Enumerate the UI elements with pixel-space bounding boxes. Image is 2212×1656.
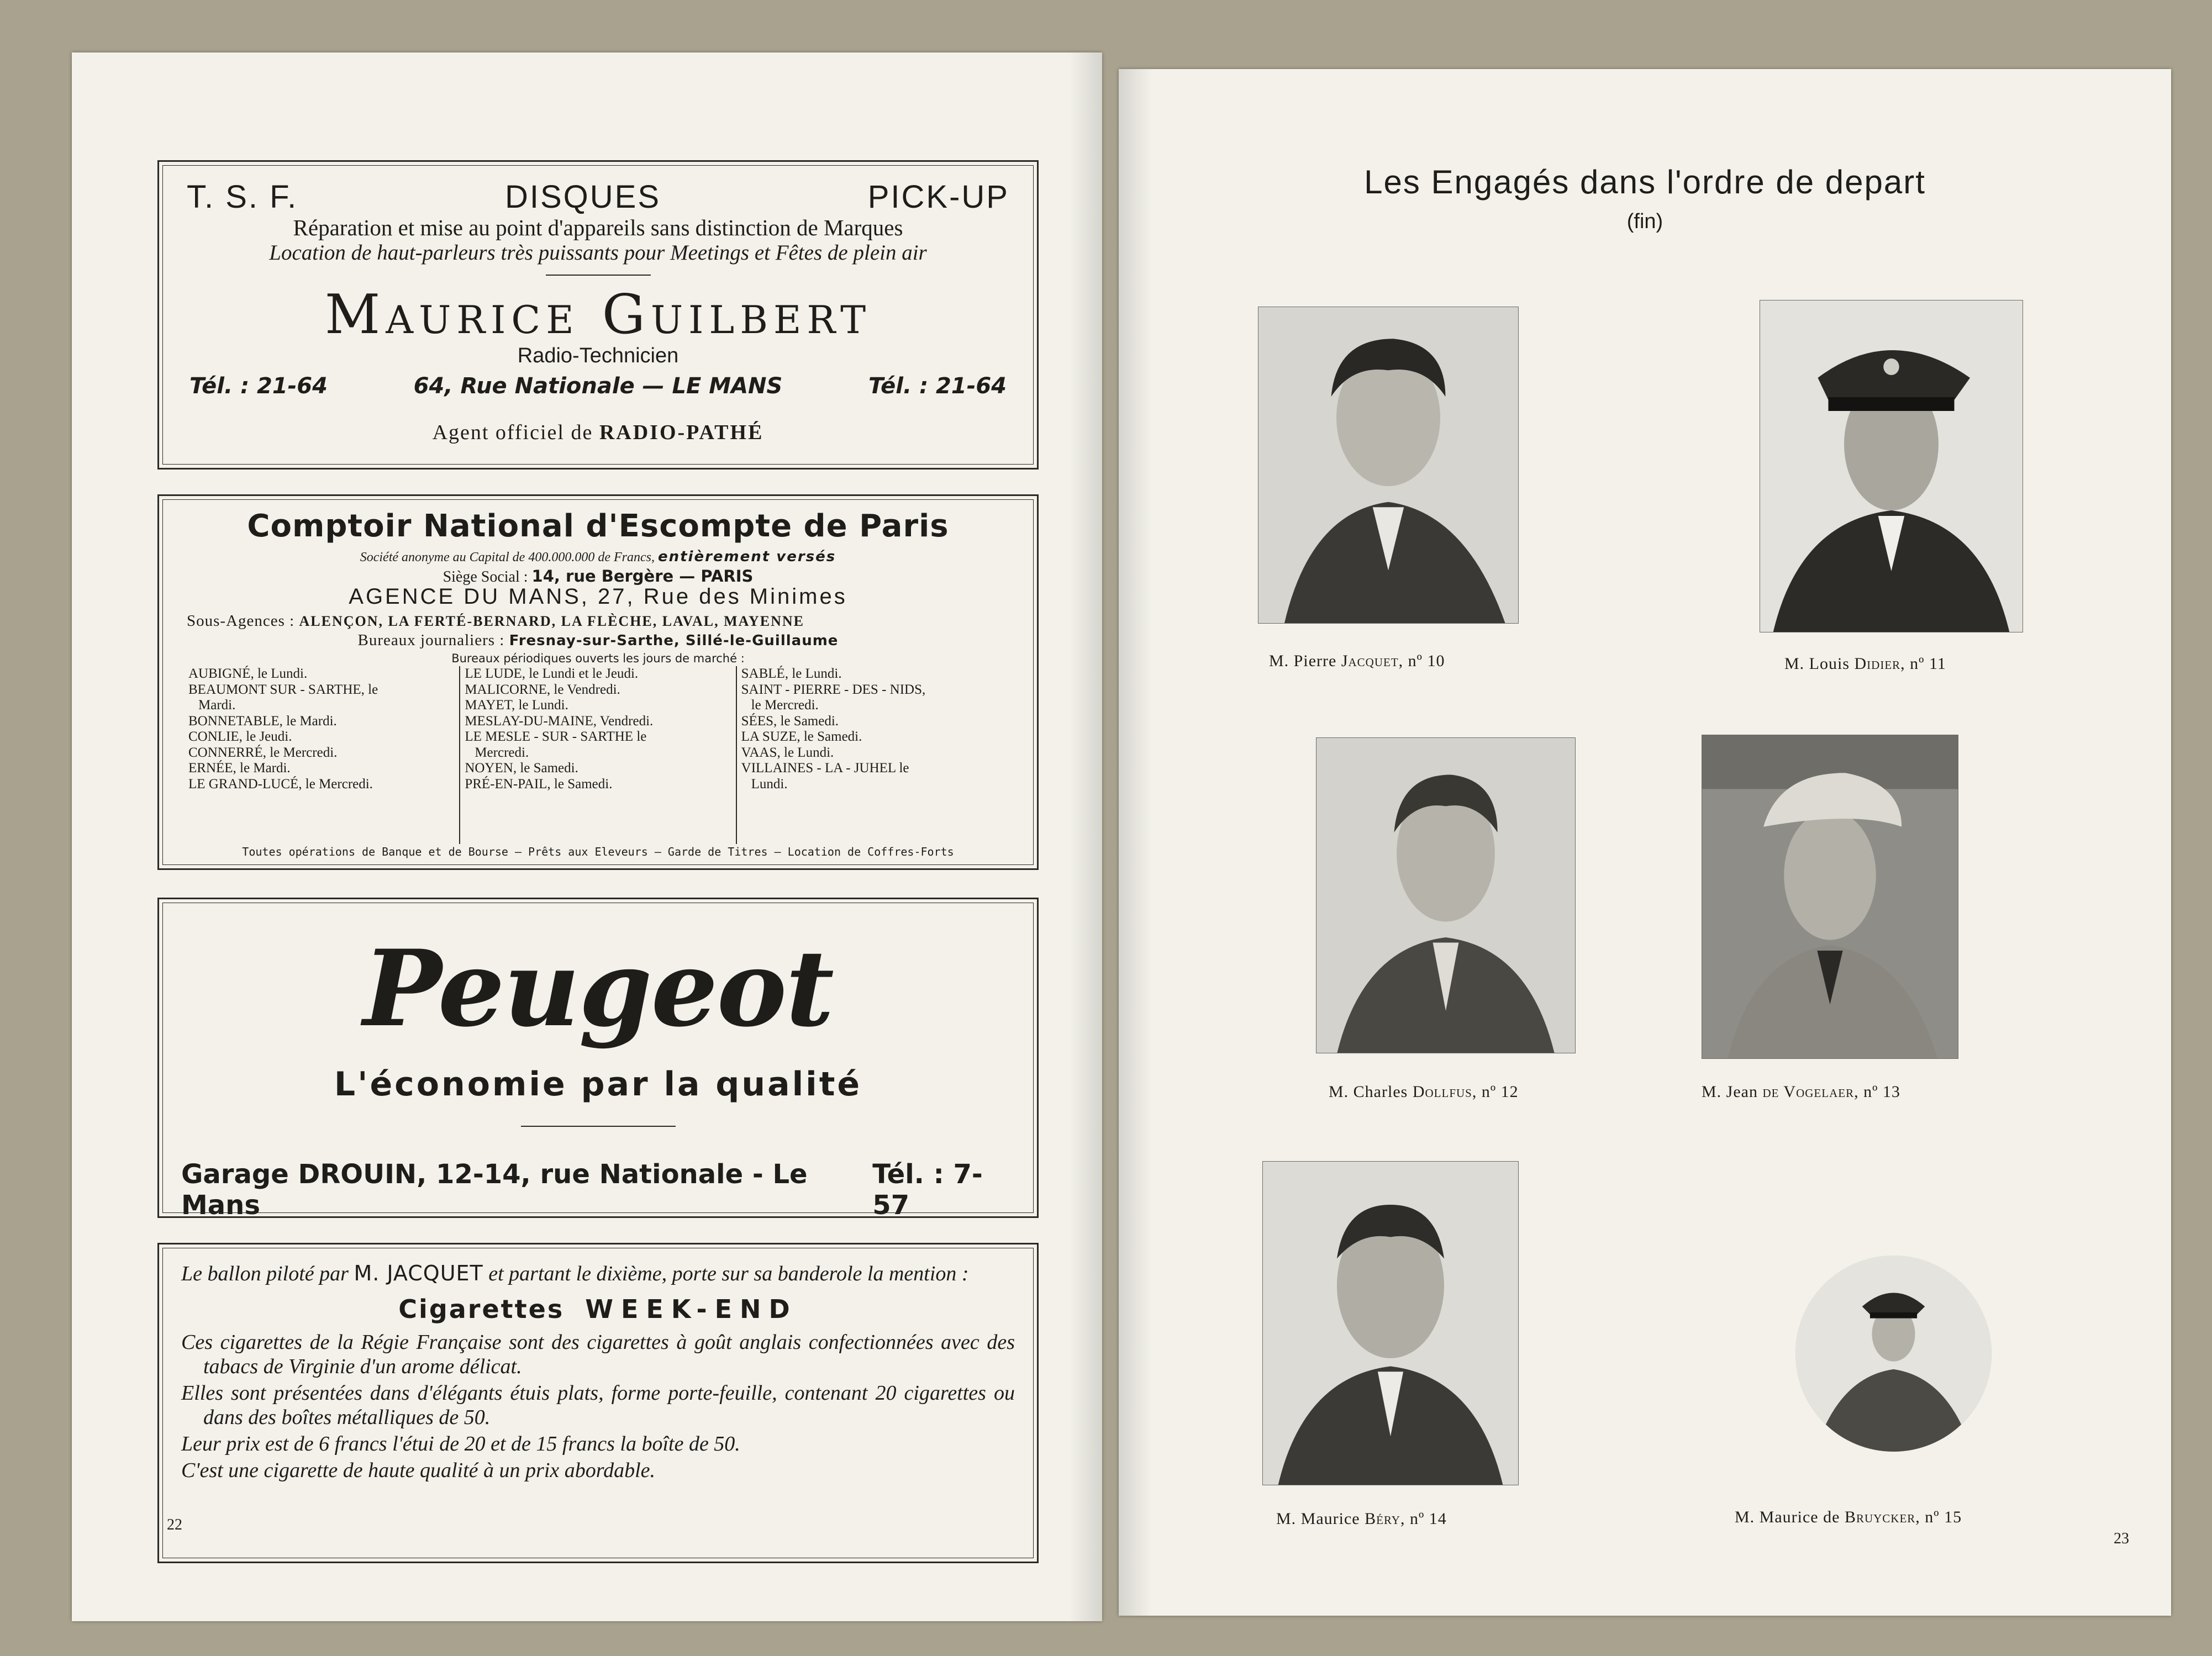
portrait-photo — [1258, 307, 1519, 624]
caption-surname: Dollfus — [1412, 1083, 1472, 1101]
list-item: CONNERRÉ, le Mercredi. — [188, 745, 338, 760]
list-item: BEAUMONT SUR - SARTHE, le — [188, 682, 378, 697]
caption-number: nº 11 — [1910, 655, 1946, 673]
list-item: VAAS, le Lundi. — [741, 745, 834, 760]
market-column-2 — [459, 666, 735, 844]
list-item: VILLAINES - LA - JUHEL le — [741, 761, 909, 776]
paragraph-quality: C'est une cigarette de haute qualité à un prix abordable. — [181, 1459, 656, 1482]
telephone-right: Tél. : 21-64 — [868, 373, 1007, 399]
caption-surname: Jacquet — [1341, 652, 1399, 670]
garage-line — [181, 1159, 1015, 1221]
tsf-top-row — [187, 178, 1009, 215]
caption-entrant-10: M. Pierre Jacquet, nº 10 — [1269, 652, 1445, 670]
list-item: PRÉ-EN-PAIL, le Samedi. — [465, 776, 613, 792]
list-item: SÉES, le Samedi. — [741, 713, 839, 729]
sous-agences-line — [187, 612, 1015, 630]
page-number-right: 23 — [2114, 1530, 2129, 1547]
bureaux-line — [159, 631, 1037, 650]
caption-entrant-15: M. Maurice de Bruycker, nº 15 — [1735, 1508, 1962, 1526]
bureaux-list: Fresnay-sur-Sarthe, Sillé-le-Guillaume — [509, 632, 839, 649]
siege-line — [159, 567, 1037, 586]
agent-prefix: Agent officiel de — [432, 421, 593, 444]
caption-surname: de Vogelaer — [1762, 1083, 1855, 1101]
gutter-shadow — [1069, 52, 1102, 1621]
page-title: Les Engagés dans l'ordre de depart — [1364, 164, 1926, 201]
portrait-photo — [1316, 737, 1576, 1053]
sous-agences-label: Sous-Agences : — [187, 612, 295, 630]
portrait-photo — [1702, 735, 1958, 1059]
right-page — [1119, 69, 2171, 1616]
capital-bold: entièrement versés — [657, 549, 836, 565]
list-item: SABLÉ, le Lundi. — [741, 666, 842, 681]
address-row — [189, 373, 1007, 399]
intro-text-b: et partant le dixième, porte sur sa banderole la mention : — [488, 1262, 969, 1285]
list-item: Mercredi. — [475, 745, 529, 760]
market-days-columns — [184, 666, 1012, 844]
gutter-shadow — [1119, 69, 1152, 1616]
list-item: MAYET, le Lundi. — [465, 698, 568, 713]
heading-brand: Cigarettes — [398, 1294, 565, 1324]
official-agent-line — [159, 420, 1037, 445]
divider — [521, 1126, 676, 1127]
intro-text-a: Le ballon piloté par — [181, 1262, 349, 1285]
caption-prefix: M. Maurice — [1276, 1510, 1360, 1528]
peugeot-slogan: L'économie par la qualité — [334, 1065, 862, 1104]
siege-address: 14, rue Bergère — PARIS — [531, 567, 754, 586]
paragraph-packaging: Elles sont présentées dans d'élégants étuis plats, forme porte-feuille, contenant 20 cigarettes ou dans des boîtes métalliques de 50. — [181, 1381, 1015, 1429]
caption-entrant-12: M. Charles Dollfus, nº 12 — [1329, 1083, 1519, 1101]
caption-entrant-14: M. Maurice Béry, nº 14 — [1276, 1510, 1447, 1528]
paragraph-description: Ces cigarettes de la Régie Française sont des cigarettes à goût anglais confectionnées avec des tabacs de Virginie d'un arome délicat. — [181, 1331, 1015, 1378]
list-item: CONLIE, le Jeudi. — [188, 729, 292, 744]
portrait-illustration — [1263, 1162, 1518, 1485]
agence-line: AGENCE DU MANS, 27, Rue des Minimes — [349, 584, 847, 609]
page-number-left: 22 — [167, 1516, 182, 1533]
paragraph-price: Leur prix est de 6 francs l'étui de 20 et de 15 francs la boîte de 50. — [181, 1432, 740, 1455]
periodiques-line: Bureaux périodiques ouverts les jours de marché : — [451, 652, 745, 665]
caption-entrant-13: M. Jean de Vogelaer, nº 13 — [1702, 1083, 1900, 1101]
list-item: AUBIGNÉ, le Lundi. — [188, 666, 308, 681]
caption-prefix: M. Pierre — [1269, 652, 1337, 670]
page-subtitle: (fin) — [1626, 210, 1663, 233]
caption-number: nº 12 — [1481, 1083, 1519, 1101]
portrait-illustration — [1702, 735, 1958, 1058]
sous-agences-list: ALENÇON, LA FERTÉ-BERNARD, LA FLÈCHE, LAVAL, MAYENNE — [299, 613, 805, 629]
repair-line: Réparation et mise au point d'appareils sans distinction de Marques — [293, 215, 903, 240]
pilot-name: M. JACQUET — [354, 1261, 483, 1285]
portrait-photo — [1795, 1256, 1992, 1452]
list-item: le Mercredi. — [751, 698, 819, 713]
portrait-illustration — [1760, 300, 2023, 632]
balloon-intro — [181, 1261, 1015, 1286]
list-item: Lundi. — [751, 776, 788, 792]
capital-text: Société anonyme au Capital de 400.000.000 de Francs, — [360, 550, 655, 565]
pickup-label: PICK-UP — [867, 179, 1009, 215]
list-item: SAINT - PIERRE - DES - NIDS, — [741, 682, 926, 697]
left-page — [72, 52, 1102, 1621]
list-item: LE LUDE, le Lundi et le Jeudi. — [465, 666, 639, 681]
divider — [546, 275, 651, 276]
tsf-label: T. S. F. — [187, 179, 298, 215]
caption-number: nº 14 — [1409, 1510, 1447, 1528]
siege-label: Siège Social : — [443, 568, 528, 586]
portrait-photo — [1262, 1161, 1519, 1485]
list-item: ERNÉE, le Mardi. — [188, 761, 291, 776]
caption-prefix: M. Louis — [1784, 655, 1850, 673]
advertisement-guilbert — [157, 160, 1039, 470]
portrait-illustration — [1258, 307, 1518, 623]
caption-number: nº 13 — [1863, 1083, 1900, 1101]
advertisement-comptoir-national — [157, 494, 1039, 870]
street-address: 64, Rue Nationale — LE MANS — [413, 373, 783, 399]
list-item: NOYEN, le Samedi. — [465, 761, 578, 776]
business-subtitle: Radio-Technicien — [517, 344, 679, 367]
market-column-3 — [736, 666, 1012, 844]
list-item: LE MESLE - SUR - SARTHE le — [465, 729, 647, 744]
advertisement-peugeot — [157, 898, 1039, 1221]
caption-prefix: M. Charles — [1329, 1083, 1408, 1101]
caption-surname: Béry — [1365, 1510, 1400, 1528]
heading-product: WEEK-END — [585, 1294, 798, 1324]
list-item: MALICORNE, le Vendredi. — [465, 682, 620, 697]
cigarettes-heading — [181, 1294, 1015, 1324]
bank-title: Comptoir National d'Escompte de Paris — [247, 508, 949, 544]
bureaux-label: Bureaux journaliers : — [357, 631, 505, 649]
caption-prefix: M. Maurice de — [1735, 1508, 1840, 1526]
telephone-left: Tél. : 21-64 — [189, 373, 328, 399]
caption-number: nº 15 — [1925, 1508, 1962, 1526]
market-column-1 — [184, 666, 459, 844]
peugeot-logo: Peugeot — [362, 927, 834, 1050]
capital-line — [159, 549, 1037, 565]
list-item: MESLAY-DU-MAINE, Vendredi. — [465, 713, 654, 729]
list-item: LE GRAND-LUCÉ, le Mercredi. — [188, 776, 373, 792]
caption-entrant-11: M. Louis Didier, nº 11 — [1784, 655, 1946, 673]
caption-number: nº 10 — [1408, 652, 1445, 670]
disques-label: DISQUES — [504, 179, 661, 215]
portrait-illustration — [1795, 1256, 1992, 1452]
cigarettes-text — [181, 1261, 1015, 1485]
caption-surname: Didier — [1854, 655, 1901, 673]
portrait-photo — [1760, 300, 2023, 632]
list-item: LA SUZE, le Samedi. — [741, 729, 862, 744]
garage-address: Garage DROUIN, 12-14, rue Nationale - Le Mans — [181, 1159, 808, 1221]
agent-brand: RADIO-PATHÉ — [599, 421, 764, 444]
rental-line: Location de haut-parleurs très puissants pour Meetings et Fêtes de plein air — [269, 241, 927, 265]
caption-surname: Bruycker — [1844, 1508, 1916, 1526]
caption-prefix: M. Jean — [1702, 1083, 1758, 1101]
advertisement-cigarettes — [157, 1243, 1039, 1563]
portrait-illustration — [1316, 738, 1575, 1053]
business-name: Maurice Guilbert — [324, 283, 872, 346]
list-item: Mardi. — [198, 698, 236, 713]
garage-telephone: Tél. : 7-57 — [872, 1159, 983, 1221]
services-footer: Toutes opérations de Banque et de Bourse — Prêts aux Eleveurs — Garde de Titres — Location de Coffres-Forts — [242, 845, 954, 858]
list-item: BONNETABLE, le Mardi. — [188, 713, 337, 729]
